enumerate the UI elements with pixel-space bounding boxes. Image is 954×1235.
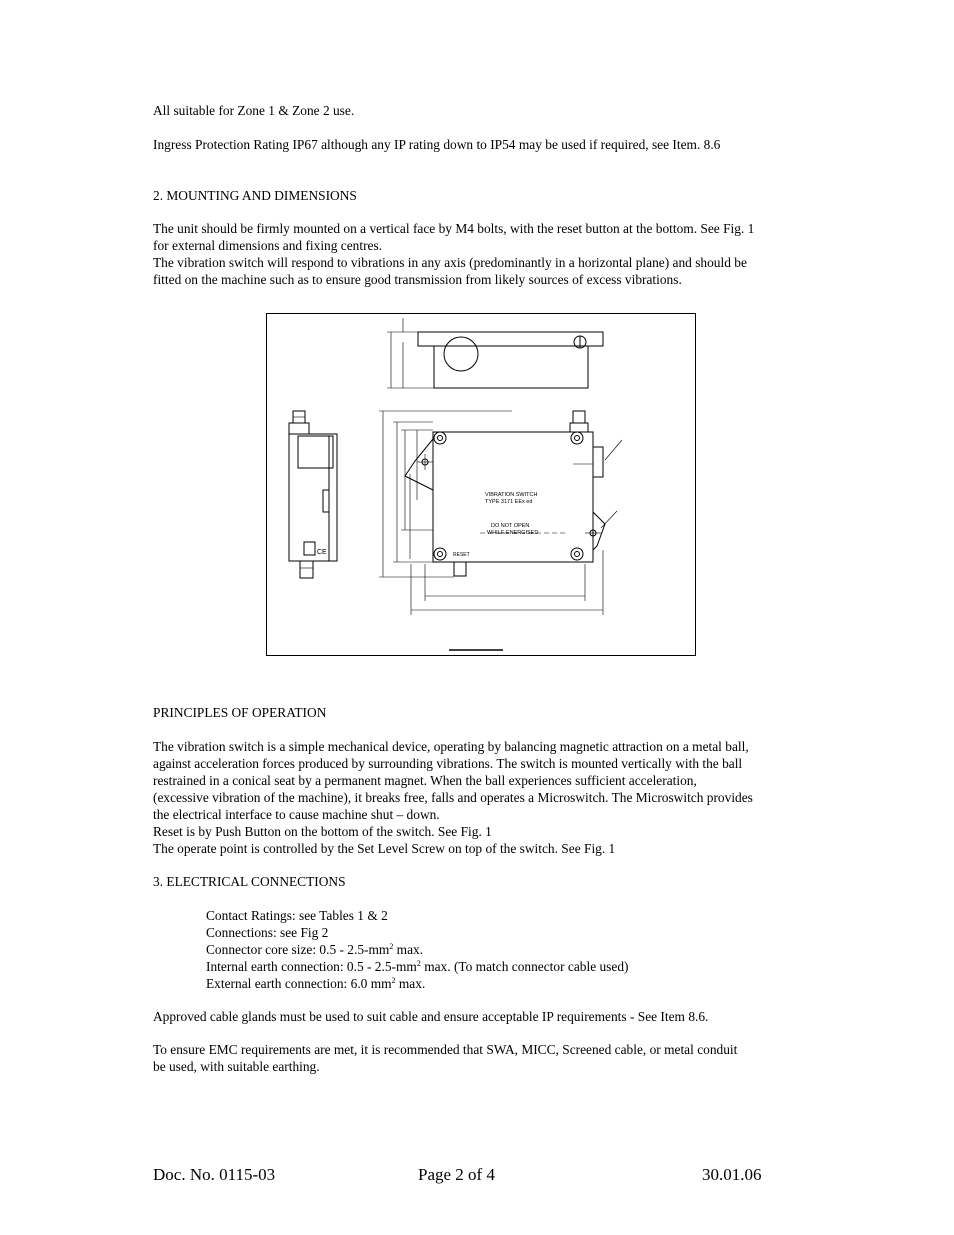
principles-line: Reset is by Push Button on the bottom of the switch. See Fig. 1 xyxy=(153,824,492,839)
core-size-suffix: max. xyxy=(393,942,424,957)
side-view xyxy=(289,411,337,578)
external-earth-text: External earth connection: 6.0 mm xyxy=(206,976,392,991)
mounting-paragraph-line: The vibration switch will respond to vibrations in any axis (predominantly in a horizontal plane) and should be xyxy=(153,255,747,270)
principles-line: The operate point is controlled by the Set Level Screw on top of the switch. See Fig. 1 xyxy=(153,841,616,856)
superscript: 2 xyxy=(391,976,396,985)
internal-earth-item xyxy=(206,958,629,975)
footer-date: 30.01.06 xyxy=(702,1165,762,1184)
principles-line: the electrical interface to cause machine shut – down. xyxy=(153,807,440,822)
front-view xyxy=(405,411,622,576)
electrical-heading: 3. ELECTRICAL CONNECTIONS xyxy=(153,874,346,889)
mounting-heading: 2. MOUNTING AND DIMENSIONS xyxy=(153,188,357,203)
ingress-protection-text: Ingress Protection Rating IP67 although any IP rating down to IP54 may be used if required, see Item. 8.6 xyxy=(153,137,721,152)
core-size-text: Connector core size: 0.5 - 2.5-mm xyxy=(206,942,390,957)
external-earth-item xyxy=(206,975,425,992)
top-view xyxy=(387,318,603,388)
emc-text-line: To ensure EMC requirements are met, it is recommended that SWA, MICC, Screened cable, or metal conduit xyxy=(153,1042,738,1057)
reset-label: RESET xyxy=(453,552,470,558)
cable-glands-text: Approved cable glands must be used to suit cable and ensure acceptable IP requirements - See Item 8.6. xyxy=(153,1009,709,1024)
warning-label: DO NOT OPEN xyxy=(491,523,530,529)
zone-suitability-text: All suitable for Zone 1 & Zone 2 use. xyxy=(153,103,355,118)
emc-text-line: be used, with suitable earthing. xyxy=(153,1059,320,1074)
internal-earth-suffix: max. (To match connector cable used) xyxy=(420,959,629,974)
principles-line: restrained in a conical seat by a permanent magnet. When the ball experiences sufficient acceleration, xyxy=(153,773,697,788)
nameplate-type: TYPE 3171 EEx ed xyxy=(485,499,533,505)
superscript: 2 xyxy=(389,942,394,951)
ce-mark: CE xyxy=(317,549,327,556)
mounting-paragraph-line: The unit should be firmly mounted on a vertical face by M4 bolts, with the reset button at the bottom. See Fig. 1 xyxy=(153,221,755,236)
external-earth-suffix: max. xyxy=(395,976,426,991)
contact-ratings-item: Contact Ratings: see Tables 1 & 2 xyxy=(206,908,388,923)
principles-heading: PRINCIPLES OF OPERATION xyxy=(153,705,327,720)
dimension-drawing xyxy=(267,314,697,657)
internal-earth-text: Internal earth connection: 0.5 - 2.5-mm xyxy=(206,959,417,974)
principles-line: against acceleration forces produced by surrounding vibrations. The switch is mounted vertically with the ball xyxy=(153,756,743,771)
warning-label: WHILE ENERGISED xyxy=(487,530,539,536)
footer-page-number: Page 2 of 4 xyxy=(418,1165,495,1184)
footer-doc-number: Doc. No. 0115-03 xyxy=(153,1165,276,1184)
nameplate-label: VIBRATION SWITCH xyxy=(485,492,538,498)
principles-line: The vibration switch is a simple mechanical device, operating by balancing magnetic attraction on a metal ball, xyxy=(153,739,749,754)
mounting-paragraph-line: for external dimensions and fixing centres. xyxy=(153,238,383,253)
superscript: 2 xyxy=(416,959,421,968)
core-size-item xyxy=(206,941,423,958)
mounting-paragraph-line: fitted on the machine such as to ensure good transmission from likely sources of excess vibrations. xyxy=(153,272,682,287)
principles-line: (excessive vibration of the machine), it breaks free, falls and operates a Microswitch. The Microswitch provides xyxy=(153,790,753,805)
connections-item: Connections: see Fig 2 xyxy=(206,925,329,940)
dimension-drawing-figure xyxy=(266,313,696,656)
